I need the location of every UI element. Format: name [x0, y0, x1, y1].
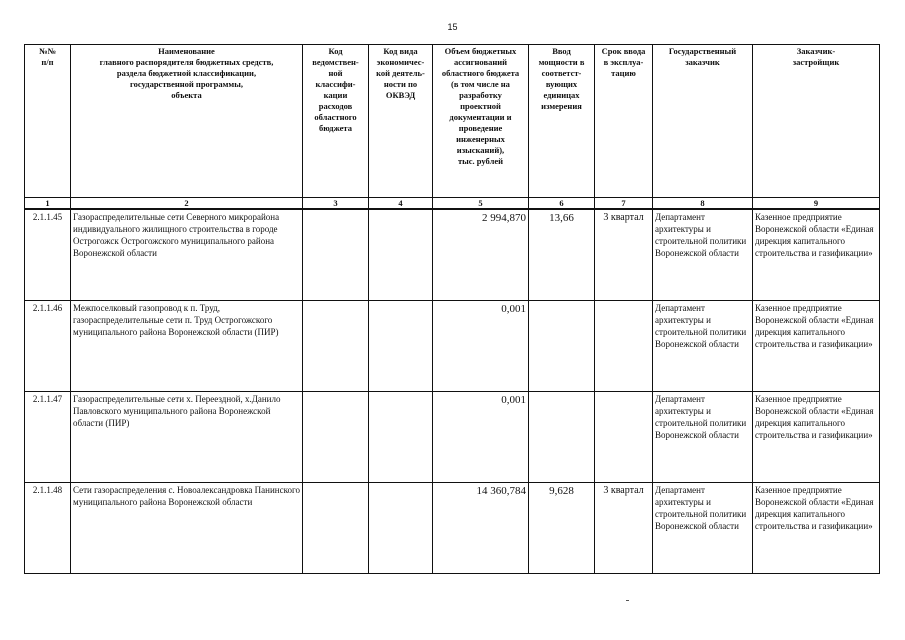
customer-cell: Департамент архитектуры и строительной политики Воронежской области [653, 483, 753, 574]
power-cell [529, 392, 595, 483]
header-customer: Государственный заказчик [653, 45, 753, 198]
power-cell: 9,628 [529, 483, 595, 574]
okved-code-cell [369, 209, 433, 301]
column-number: 1 [25, 198, 71, 210]
okved-code-cell [369, 392, 433, 483]
header-num: №№ п/п [25, 45, 71, 198]
column-number: 8 [653, 198, 753, 210]
header-amount: Объем бюджетных ассигнований областного бюджета (в том числе на разработку проектной документации и проведение инженерных изысканий), тыс. рублей [433, 45, 529, 198]
amount-cell: 0,001 [433, 392, 529, 483]
power-cell [529, 301, 595, 392]
column-number: 9 [753, 198, 880, 210]
row-number: 2.1.1.45 [25, 209, 71, 301]
amount-cell: 14 360,784 [433, 483, 529, 574]
column-number-row [25, 198, 880, 210]
term-cell [595, 301, 653, 392]
header-code-dept: Код ведомствен- ной классифи- кации расходов областного бюджета [303, 45, 369, 198]
column-number: 5 [433, 198, 529, 210]
column-number: 3 [303, 198, 369, 210]
row-number: 2.1.1.48 [25, 483, 71, 574]
dept-code-cell [303, 301, 369, 392]
customer-cell: Департамент архитектуры и строительной политики Воронежской области [653, 209, 753, 301]
object-name: Газораспределительные сети Северного микрорайона индивидуального жилищного строительства в городе Острогожск Острогожского муниципального района Воронежской области [71, 209, 303, 301]
row-number: 2.1.1.46 [25, 301, 71, 392]
table-row [25, 301, 880, 392]
customer-cell: Департамент архитектуры и строительной политики Воронежской области [653, 392, 753, 483]
dept-code-cell [303, 392, 369, 483]
developer-cell: Казенное предприятие Воронежской области «Единая дирекция капитального строительства и газификации» [753, 483, 880, 574]
object-name: Газораспределительные сети х. Переездной, х.Данило Павловского муниципального района Воронежской области (ПИР) [71, 392, 303, 483]
term-cell: 3 квартал [595, 209, 653, 301]
scan-speck [626, 600, 629, 601]
header-developer: Заказчик- застройщик [753, 45, 880, 198]
okved-code-cell [369, 483, 433, 574]
page-number: 15 [447, 22, 458, 32]
header-code-okved: Код вида экономичес- кой деятель- ности по ОКВЭД [369, 45, 433, 198]
object-name: Сети газораспределения с. Новоалександровка Панинского муниципального района Воронежской области [71, 483, 303, 574]
customer-cell: Департамент архитектуры и строительной политики Воронежской области [653, 301, 753, 392]
header-name: Наименование главного распорядителя бюджетных средств, раздела бюджетной классификации, государственной программы, объекта [71, 45, 303, 198]
column-number: 2 [71, 198, 303, 210]
column-number: 4 [369, 198, 433, 210]
table-row [25, 209, 880, 301]
row-number: 2.1.1.47 [25, 392, 71, 483]
dept-code-cell [303, 483, 369, 574]
header-row [25, 45, 880, 198]
developer-cell: Казенное предприятие Воронежской области «Единая дирекция капитального строительства и газификации» [753, 209, 880, 301]
column-number: 7 [595, 198, 653, 210]
developer-cell: Казенное предприятие Воронежской области «Единая дирекция капитального строительства и газификации» [753, 392, 880, 483]
budget-table [24, 44, 880, 574]
dept-code-cell [303, 209, 369, 301]
header-power: Ввод мощности в соответст- вующих единицах измерения [529, 45, 595, 198]
object-name: Межпоселковый газопровод к п. Труд, газораспределительные сети п. Труд Острогожского муниципального района Воронежской области (ПИР) [71, 301, 303, 392]
okved-code-cell [369, 301, 433, 392]
term-cell: 3 квартал [595, 483, 653, 574]
column-number: 6 [529, 198, 595, 210]
table-row [25, 483, 880, 574]
power-cell: 13,66 [529, 209, 595, 301]
amount-cell: 2 994,870 [433, 209, 529, 301]
developer-cell: Казенное предприятие Воронежской области «Единая дирекция капитального строительства и газификации» [753, 301, 880, 392]
term-cell [595, 392, 653, 483]
table-row [25, 392, 880, 483]
amount-cell: 0,001 [433, 301, 529, 392]
header-term: Срок ввода в эксплуа- тацию [595, 45, 653, 198]
